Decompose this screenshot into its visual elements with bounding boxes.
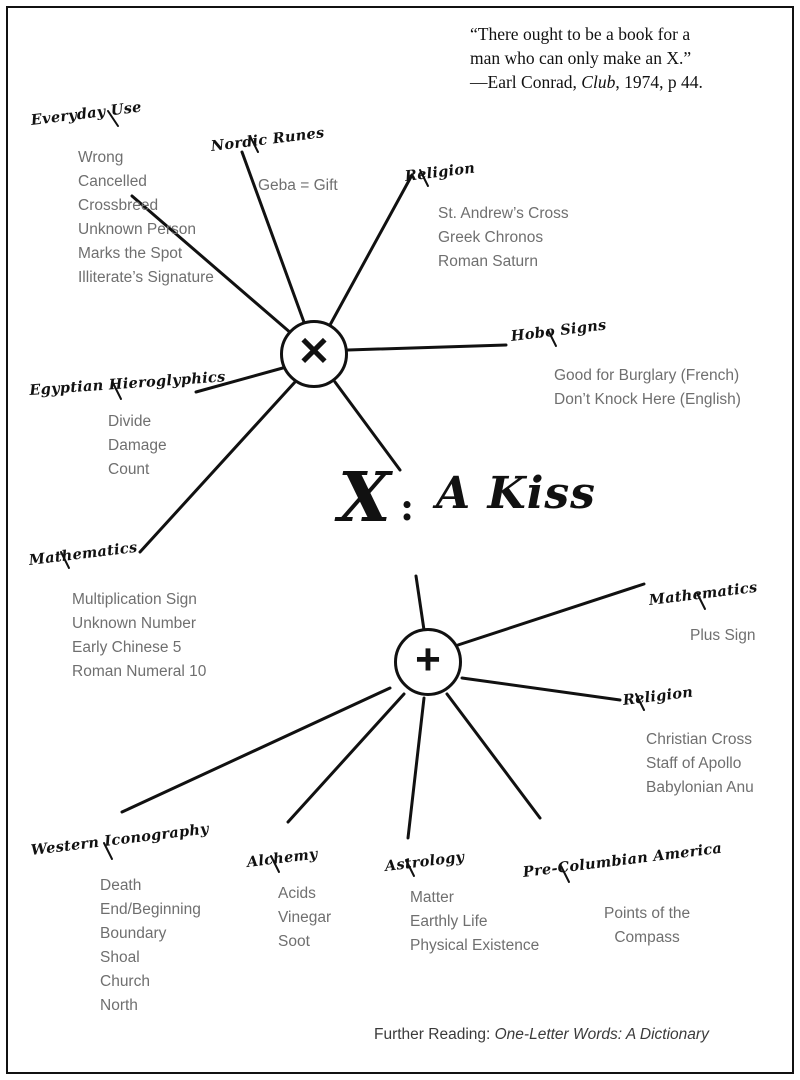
center-title-kiss: A Kiss (436, 468, 596, 519)
center-title-x: X (338, 458, 391, 538)
items-mathematics-x (72, 588, 206, 684)
heading-egyptian-hieroglyphics: Egyptian Hieroglyphics (28, 368, 227, 399)
list-item: Illiterate’s Signature (78, 269, 214, 287)
heading-astrology: Astrology (383, 848, 466, 875)
heading-mathematics-plus: Mathematics (647, 578, 759, 609)
list-item: Early Chinese 5 (72, 639, 182, 657)
list-item: Matter (410, 889, 454, 906)
quote-attrib-post: , 1974, p 44. (615, 72, 703, 93)
items-alchemy (278, 882, 331, 954)
list-item: Soot (278, 933, 310, 951)
quote-line-1: “There ought to be a book for a (470, 24, 691, 44)
list-item: Unknown Number (72, 615, 197, 633)
list-item: Roman Saturn (438, 253, 538, 271)
list-item: Staff of Apollo (646, 755, 742, 773)
list-item: Physical Existence (410, 937, 540, 955)
quote-attribution (470, 70, 780, 94)
list-item: Don’t Knock Here (English) (554, 391, 741, 409)
further-reading-label: Further Reading: (374, 1026, 495, 1043)
list-item: Vinegar (278, 909, 332, 927)
heading-religion-x: Religion (403, 159, 477, 185)
list-item: Boundary (100, 925, 167, 943)
list-item: Damage (108, 437, 167, 455)
items-religion-x (438, 202, 569, 274)
list-item: Roman Numeral 10 (72, 663, 207, 681)
items-nordic-runes (258, 174, 338, 198)
items-pre-columbian-america (604, 902, 690, 950)
list-item: Wrong (78, 149, 124, 166)
list-item: North (100, 997, 138, 1015)
epigraph-quote (470, 22, 780, 94)
heading-alchemy: Alchemy (245, 845, 319, 871)
node-x-glyph: ✕ (297, 330, 331, 374)
list-item: St. Andrew’s Cross (438, 205, 569, 222)
items-everyday-use (78, 146, 214, 290)
node-x-symbol (280, 320, 348, 388)
quote-attrib-source: Club (581, 72, 616, 93)
list-item: Shoal (100, 949, 140, 967)
quote-line-2: man who can only make an X.” (470, 48, 692, 69)
list-item: Earthly Life (410, 913, 488, 931)
further-reading-title: One-Letter Words: A Dictionary (494, 1026, 709, 1043)
heading-mathematics-x: Mathematics (27, 538, 139, 569)
list-item: End/Beginning (100, 901, 201, 919)
node-plus-symbol (394, 628, 462, 696)
further-reading (374, 1026, 709, 1044)
list-item: Crossbreed (78, 197, 159, 215)
items-astrology (410, 886, 539, 958)
list-item: Compass (614, 929, 680, 947)
center-title (338, 458, 638, 550)
center-title-colon: : (400, 484, 415, 529)
heading-nordic-runes: Nordic Runes (209, 124, 326, 155)
heading-western-iconography: Western Iconography (29, 820, 210, 859)
heading-pre-columbian-america: Pre-Columbian America (521, 839, 724, 881)
list-item: Unknown Person (78, 221, 197, 239)
node-plus-glyph: + (415, 634, 441, 684)
list-item: Good for Burglary (French) (554, 367, 740, 384)
items-egyptian-hieroglyphics (108, 410, 167, 482)
list-item: Geba = Gift (258, 177, 338, 194)
items-religion-plus (646, 728, 754, 800)
list-item: Points of the (604, 905, 691, 922)
list-item: Count (108, 461, 150, 479)
list-item: Babylonian Anu (646, 779, 754, 797)
items-western-iconography (100, 874, 201, 1018)
list-item: Acids (278, 885, 316, 902)
list-item: Church (100, 973, 150, 991)
heading-everyday-use: Everyday Use (29, 98, 143, 129)
heading-hobo-signs: Hobo Signs (509, 316, 608, 345)
quote-attrib-pre: —Earl Conrad, (470, 72, 582, 93)
list-item: Marks the Spot (78, 245, 183, 263)
list-item: Death (100, 877, 142, 894)
list-item: Plus Sign (690, 627, 756, 644)
list-item: Multiplication Sign (72, 591, 197, 608)
items-mathematics-plus (690, 624, 755, 648)
items-hobo-signs (554, 364, 741, 412)
list-item: Greek Chronos (438, 229, 544, 247)
list-item: Divide (108, 413, 152, 430)
heading-religion-plus: Religion (621, 683, 695, 709)
list-item: Christian Cross (646, 731, 752, 748)
list-item: Cancelled (78, 173, 147, 191)
